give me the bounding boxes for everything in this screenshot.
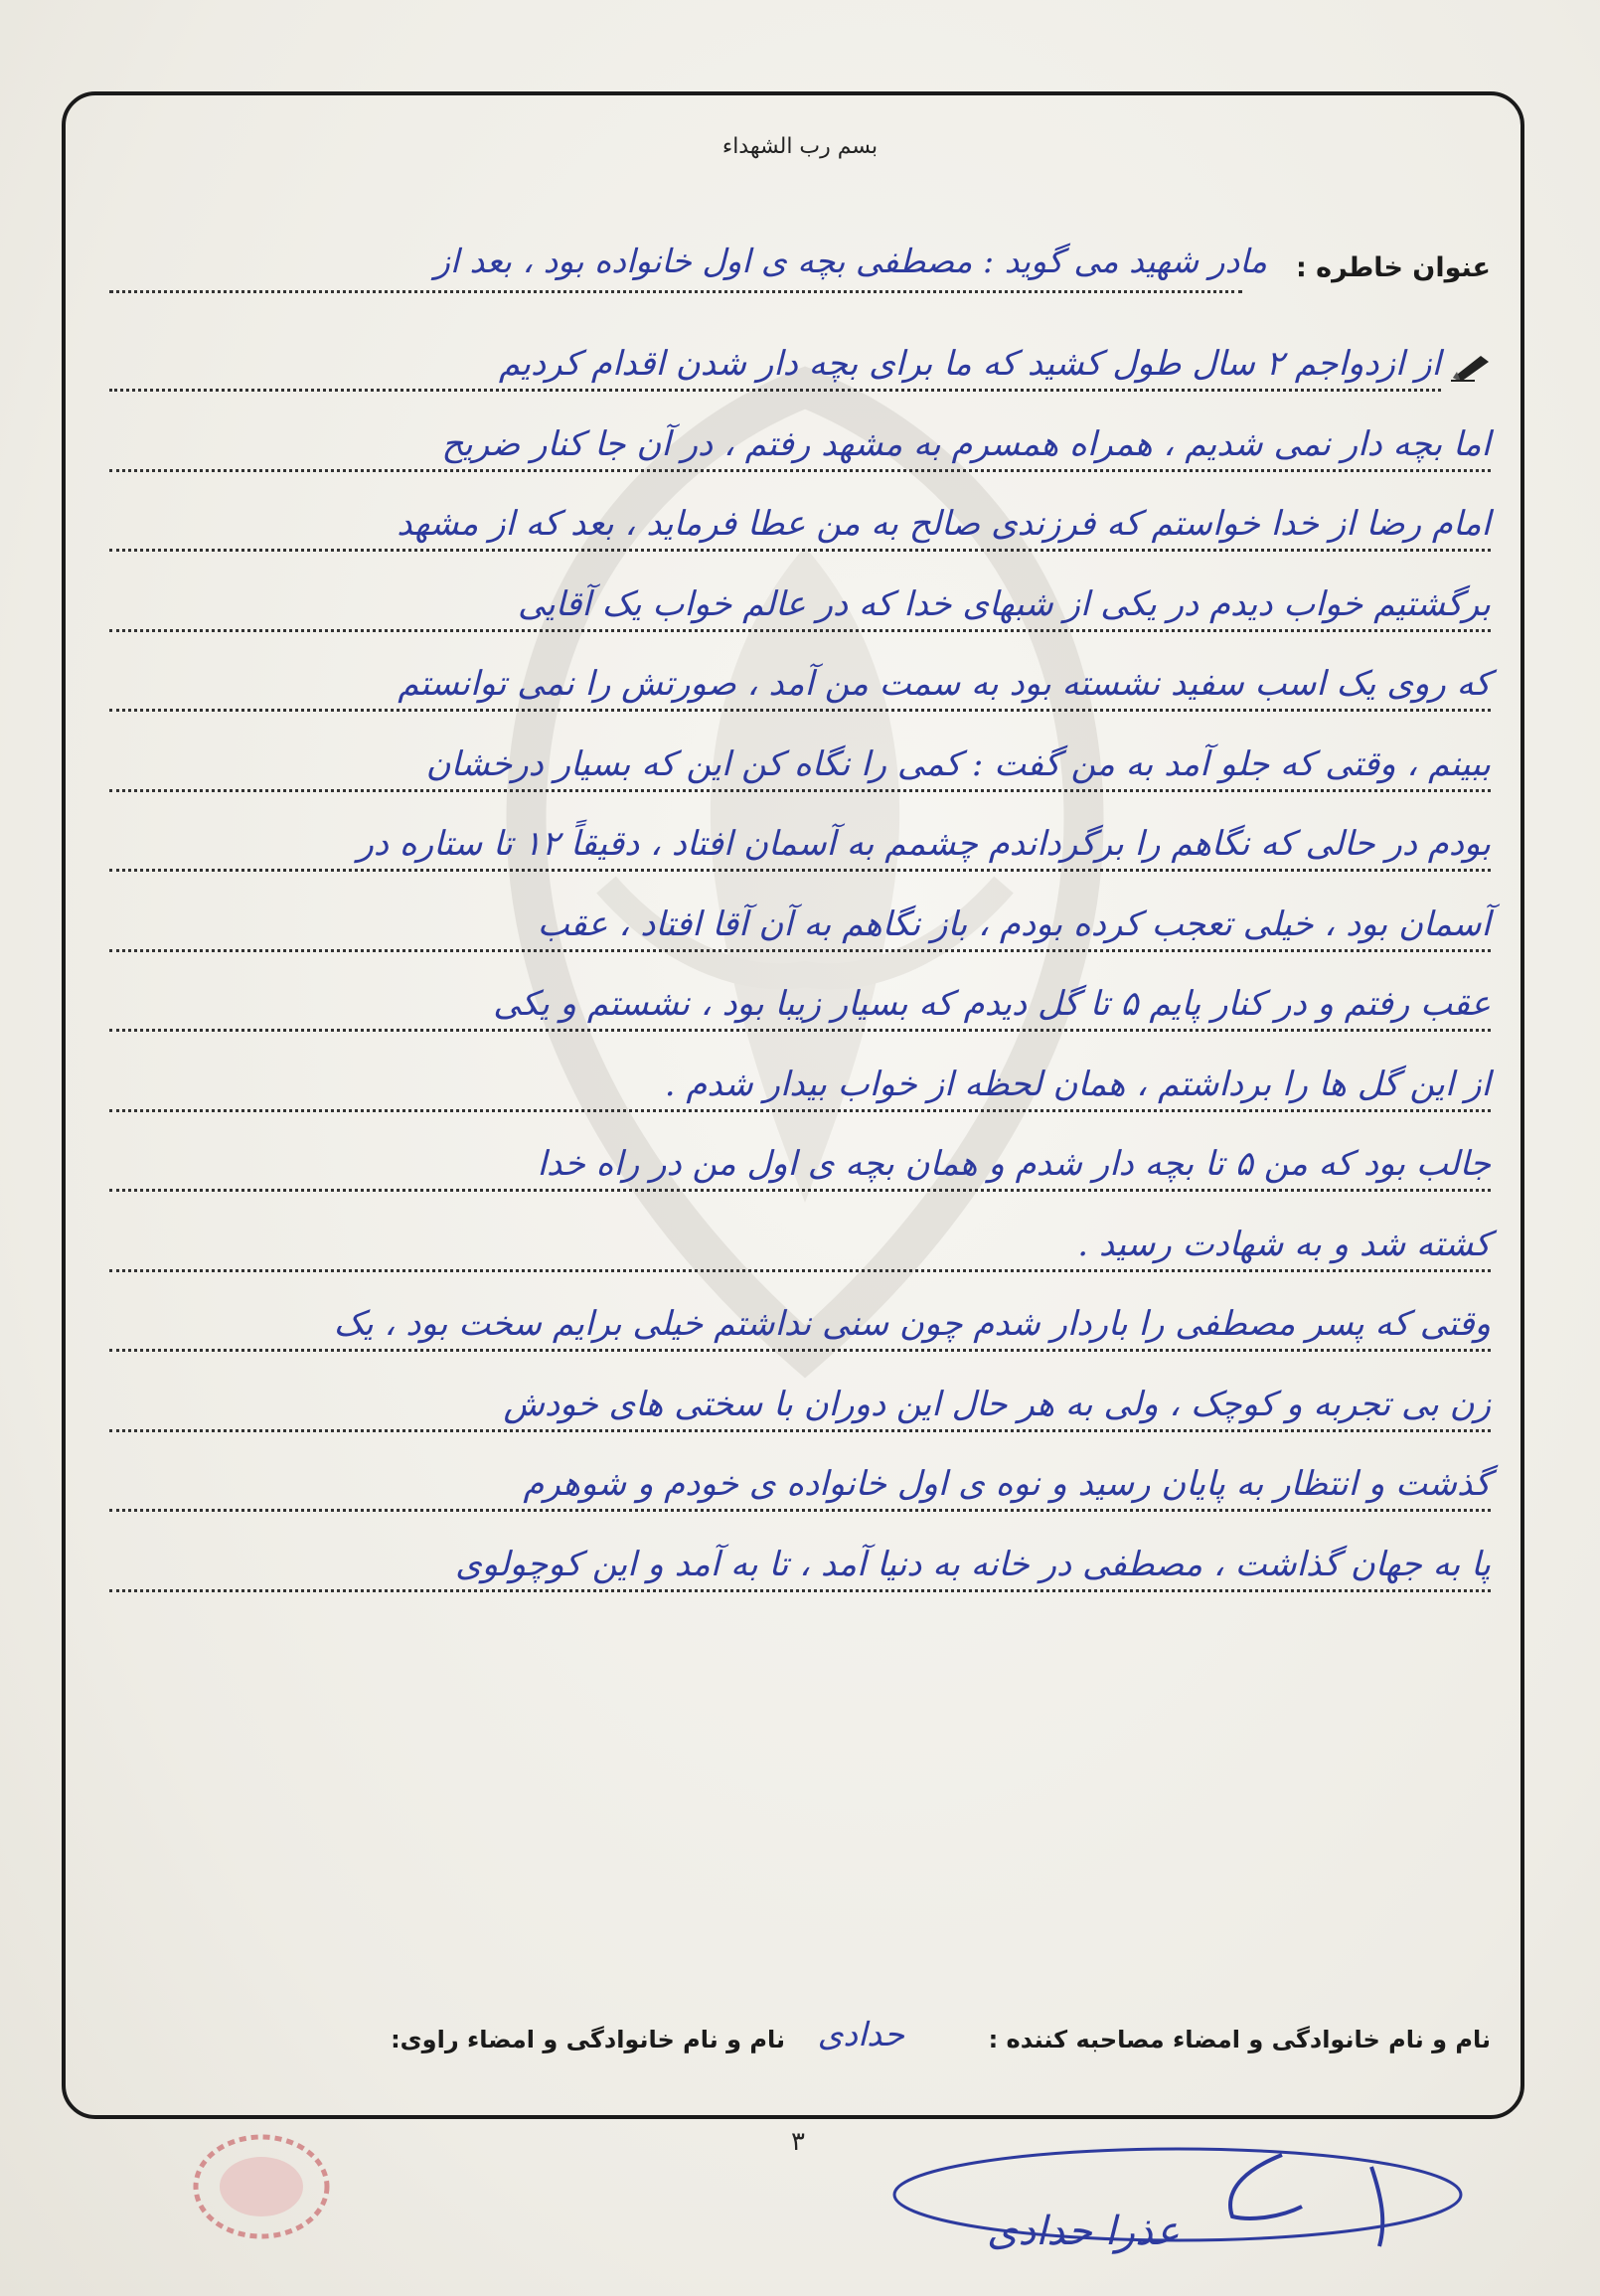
body-line-6: ببینم ، وقتی که جلو آمد به من گفت : کمی را نگاه کن این که بسیار درخشان xyxy=(425,744,1491,784)
body-line-3: امام رضا از خدا خواستم که فرزندی صالح به من عطا فرماید ، بعد که از مشهد xyxy=(397,504,1491,544)
interviewer-name: حدادی xyxy=(817,2015,904,2053)
body-line-9: عقب رفتم و در کنار پایم ۵ تا گل دیدم که بسیار زیبا بود ، نشستم و یکی xyxy=(493,984,1491,1024)
dotted-line-12 xyxy=(109,1269,1491,1272)
dotted-line-5 xyxy=(109,709,1491,712)
dotted-line-6 xyxy=(109,789,1491,792)
body-line-15: گذشت و انتظار به پایان رسید و نوه ی اول خانواده ی خودم و شوهرم xyxy=(523,1464,1491,1504)
body-line-14: زن بی تجربه و کوچک ، ولی به هر حال این دوران با سختی های خودش xyxy=(503,1385,1491,1424)
dotted-line-13 xyxy=(109,1349,1491,1352)
body-line-7: بودم در حالی که نگاهم را برگرداندم چشمم به آسمان افتاد ، دقیقاً ۱۲ تا ستاره در xyxy=(357,824,1491,864)
dotted-line-11 xyxy=(109,1189,1491,1192)
body-line-13: وقتی که پسر مصطفی را باردار شدم چون سنی نداشتم خیلی برایم سخت بود ، یک xyxy=(333,1304,1491,1344)
body-line-8: آسمان بود ، خیلی تعجب کرده بودم ، باز نگاهم به آن آقا افتاد ، عقب xyxy=(537,904,1491,944)
dotted-line-15 xyxy=(109,1509,1491,1512)
body-line-10: از این گل ها را برداشتم ، همان لحظه از خواب بیدار شدم . xyxy=(664,1065,1491,1104)
narrator-signature xyxy=(785,2127,1471,2276)
body-line-12: کشته شد و به شهادت رسید . xyxy=(1077,1225,1491,1264)
body-line-1: از ازدواجم ۲ سال طول کشید که ما برای بچه دار شدن اقدام کردیم xyxy=(498,344,1441,384)
dotted-line-16 xyxy=(109,1589,1491,1592)
interviewer-label: نام و نام خانوادگی و امضاء مصاحبه کننده : xyxy=(988,2026,1491,2053)
signature-text: عذرا حدادی xyxy=(987,2209,1180,2254)
body-line-2: اما بچه دار نمی شدیم ، همراه همسرم به مشهد رفتم ، در آن جا کنار ضریح xyxy=(441,424,1491,464)
dotted-line-2 xyxy=(109,469,1491,472)
body-line-5: که روی یک اسب سفید نشسته بود به سمت من آمد ، صورتش را نمی توانستم xyxy=(398,664,1491,704)
dotted-line-1 xyxy=(109,389,1441,392)
dotted-line-8 xyxy=(109,949,1491,952)
page-number: ۳ xyxy=(791,2127,805,2157)
dotted-line-10 xyxy=(109,1109,1491,1112)
memory-title-label: عنوان خاطره : xyxy=(1295,252,1491,283)
narrator-label: نام و نام خانوادگی و امضاء راوی: xyxy=(391,2026,785,2053)
header-basmala: بسم رب الشهداء xyxy=(721,134,879,159)
body-line-16: پا به جهان گذاشت ، مصطفی در خانه به دنیا آمد ، تا به آمد و این کوچولوی xyxy=(455,1545,1491,1584)
dotted-line-3 xyxy=(109,549,1491,552)
memory-title-value: مادر شهید می گوید : مصطفی بچه ی اول خانواده بود ، بعد از xyxy=(433,242,1267,280)
red-stamp xyxy=(187,2127,336,2246)
dotted-line-14 xyxy=(109,1429,1491,1432)
body-line-11: جالب بود که من ۵ تا بچه دار شدم و همان بچه ی اول من در راه خدا xyxy=(537,1144,1491,1184)
dotted-line-7 xyxy=(109,869,1491,872)
dotted-line-9 xyxy=(109,1029,1491,1032)
body-line-4: برگشتیم خواب دیدم در یکی از شبهای خدا که در عالم خواب یک آقایی xyxy=(517,584,1491,624)
dotted-line-4 xyxy=(109,629,1491,632)
